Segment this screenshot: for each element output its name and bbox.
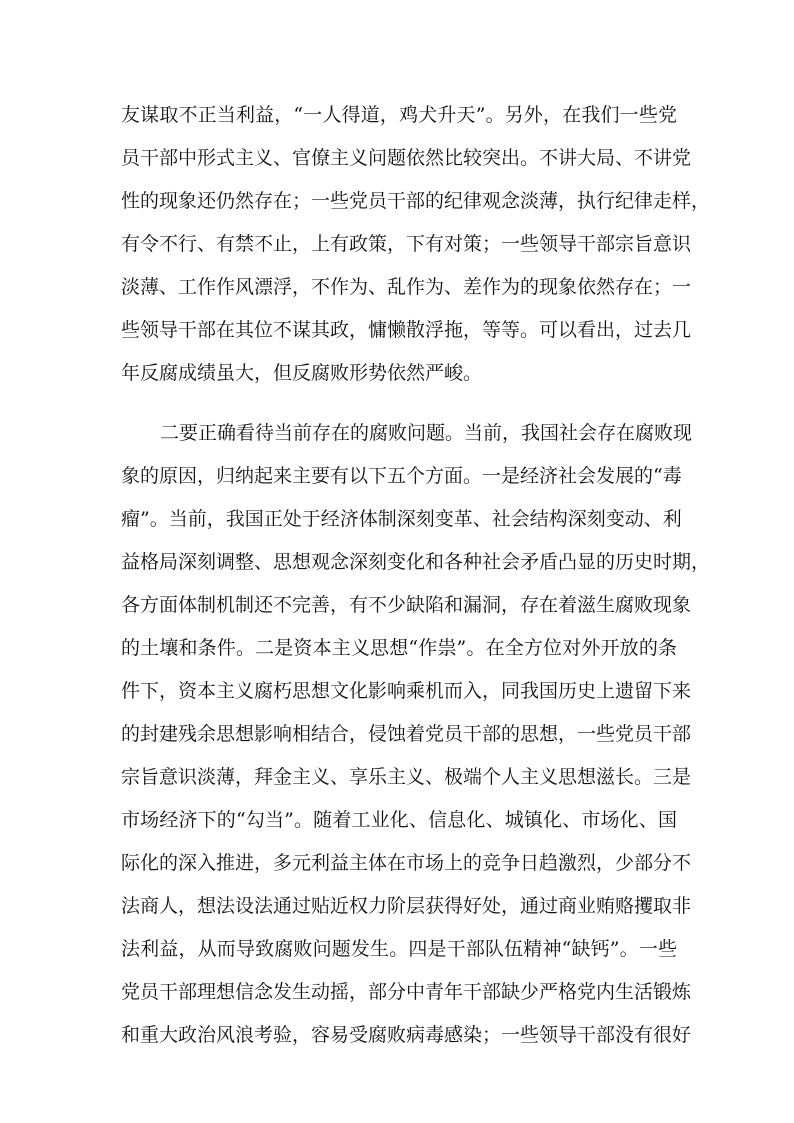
text-line: 宗旨意识淡薄，拜金主义、享乐主义、极端个人主义思想滋长。三是 [121,766,692,788]
text-line: 性的现象还仍然存在；一些党员干部的纪律观念淡薄，执行纪律走样， [121,190,711,212]
text-line: 的土壤和条件。二是资本主义思想“作祟”。在全方位对外开放的条 [121,637,677,659]
text-line: 员干部中形式主义、官僚主义问题依然比较突出。不讲大局、不讲党 [121,147,692,169]
text-line: 际化的深入推进，多元利益主体在市场上的竞争日趋激烈，少部分不 [121,852,692,874]
text-line: 有令不行、有禁不止，上有政策，下有对策；一些领导干部宗旨意识 [121,233,692,255]
text-line: 益格局深刻调整、思想观念深刻变化和各种社会矛盾凸显的历史时期， [121,551,711,573]
text-line: 淡薄、工作作风漂浮，不作为、乱作为、差作为的现象依然存在；一 [121,276,692,298]
text-line: 瘤”。当前，我国正处于经济体制深刻变革、社会结构深刻变动、利 [121,508,682,530]
text-line: 法利益，从而导致腐败问题发生。四是干部队伍精神“缺钙”。一些 [121,938,677,960]
text-line: 象的原因，归纳起来主要有以下五个方面。一是经济社会发展的“毒 [121,465,682,487]
text-line: 年反腐成绩虽大，但反腐败形势依然严峻。 [121,362,483,384]
text-line: 党员干部理想信念发生动摇，部分中青年干部缺少严格党内生活锻炼 [121,981,692,1003]
text-line: 友谋取不正当利益，“一人得道，鸡犬升天”。另外，在我们一些党 [121,104,677,126]
text-line: 法商人，想法设法通过贴近权力阶层获得好处，通过商业贿赂攫取非 [121,895,692,917]
text-line: 些领导干部在其位不谋其政，慵懒散浮拖，等等。可以看出，过去几 [121,319,692,341]
text-line: 市场经济下的“勾当”。随着工业化、信息化、城镇化、市场化、国 [121,809,677,831]
text-line: 二要正确看待当前存在的腐败问题。当前，我国社会存在腐败现 [160,422,693,444]
text-line: 的封建残余思想影响相结合，侵蚀着党员干部的思想，一些党员干部 [121,723,692,745]
text-line: 和重大政治风浪考验，容易受腐败病毒感染；一些领导干部没有很好 [121,1024,692,1046]
text-line: 各方面体制机制还不完善，有不少缺陷和漏洞，存在着滋生腐败现象 [121,594,692,616]
text-line: 件下，资本主义腐朽思想文化影响乘机而入，同我国历史上遗留下来 [121,680,692,702]
